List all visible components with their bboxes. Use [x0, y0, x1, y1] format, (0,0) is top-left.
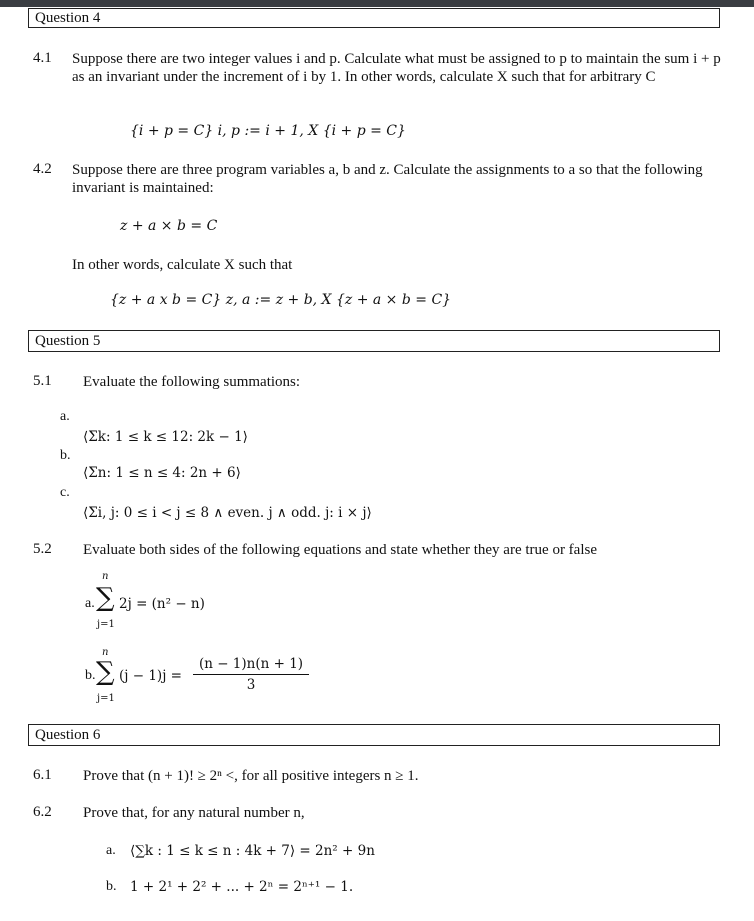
q4-1-number: 4.1	[33, 50, 52, 66]
q5-2-eq-a-lower: j=1	[97, 619, 115, 630]
q4-2-text-2: In other words, calculate X such that	[72, 257, 293, 273]
q4-2-text: Suppose there are three program variables a, b and z. Calculate the assignments to a so that the following invariant is maintained:	[72, 162, 703, 196]
q5-2-eq-b-body: (j − 1)j =	[119, 668, 182, 684]
q6-2-item-a-formula: ⟨∑k : 1 ≤ k ≤ n : 4k + 7⟩ = 2n² + 9n	[130, 843, 375, 859]
q5-1-item-c-label: c.	[60, 485, 70, 500]
q6-2-item-a-label: a.	[106, 843, 116, 858]
q5-1-item-a-label: a.	[60, 409, 70, 424]
q6-2-text: Prove that, for any natural number n,	[83, 805, 305, 821]
q5-1-item-b-label: b.	[60, 448, 71, 463]
q6-1-text: Prove that (n + 1)! ≥ 2ⁿ <, for all positive integers n ≥ 1.	[83, 768, 419, 784]
q5-2-text: Evaluate both sides of the following equations and state whether they are true or false	[83, 542, 597, 558]
q5-1-number: 5.1	[33, 373, 52, 389]
q5-2-eq-b-label: b.	[85, 668, 96, 683]
q5-2-eq-b-denominator: 3	[246, 677, 256, 693]
q5-2-eq-b-lower: j=1	[97, 693, 115, 704]
q5-2-eq-b-numerator: (n − 1)n(n + 1)	[198, 656, 304, 672]
q4-2-formula-triple: {z + a x b = C} z, a := z + b, X {z + a × b = C}	[110, 292, 452, 308]
q4-1-text: Suppose there are two integer values i and p. Calculate what must be assigned to p to maintain the sum i + p as an invariant under the increment of i by 1. In other words, calculate X such that for arbitrary C	[72, 51, 721, 85]
top-bar	[0, 0, 754, 7]
q6-2-number: 6.2	[33, 804, 52, 820]
q5-2-eq-a-sigma-icon: ∑	[96, 583, 115, 613]
question-5-header: Question 5	[28, 330, 720, 352]
q6-2-item-b-label: b.	[106, 879, 117, 894]
q5-2-number: 5.2	[33, 541, 52, 557]
q5-2-eq-a-upper: n	[102, 571, 109, 582]
q4-2-number: 4.2	[33, 161, 52, 177]
q5-2-eq-b-fraction	[193, 656, 309, 693]
q5-2-eq-a-label: a.	[85, 596, 95, 611]
q5-1-item-b-formula: ⟨Σn: 1 ≤ n ≤ 4: 2n + 6⟩	[83, 465, 241, 481]
q6-2-item-b-formula: 1 + 2¹ + 2² + ... + 2ⁿ = 2ⁿ⁺¹ − 1.	[130, 879, 354, 895]
fraction-bar	[193, 674, 309, 675]
q5-1-item-a-formula: ⟨Σk: 1 ≤ k ≤ 12: 2k − 1⟩	[83, 429, 248, 445]
q5-2-eq-b-upper: n	[102, 647, 109, 658]
question-6-header: Question 6	[28, 724, 720, 746]
q4-1-formula: {i + p = C} i, p := i + 1, X {i + p = C}	[130, 123, 406, 139]
q5-2-eq-b-sigma-icon: ∑	[96, 657, 115, 687]
q5-1-text: Evaluate the following summations:	[83, 374, 301, 390]
question-4-header: Question 4	[28, 8, 720, 28]
q5-1-item-c-formula: ⟨Σi, j: 0 ≤ i < j ≤ 8 ∧ even. j ∧ odd. j: i × j⟩	[83, 505, 372, 521]
q5-2-eq-a-body: 2j = (n² − n)	[119, 596, 205, 612]
q6-1-number: 6.1	[33, 767, 52, 783]
q4-2-formula-invariant: z + a × b = C	[120, 218, 218, 234]
